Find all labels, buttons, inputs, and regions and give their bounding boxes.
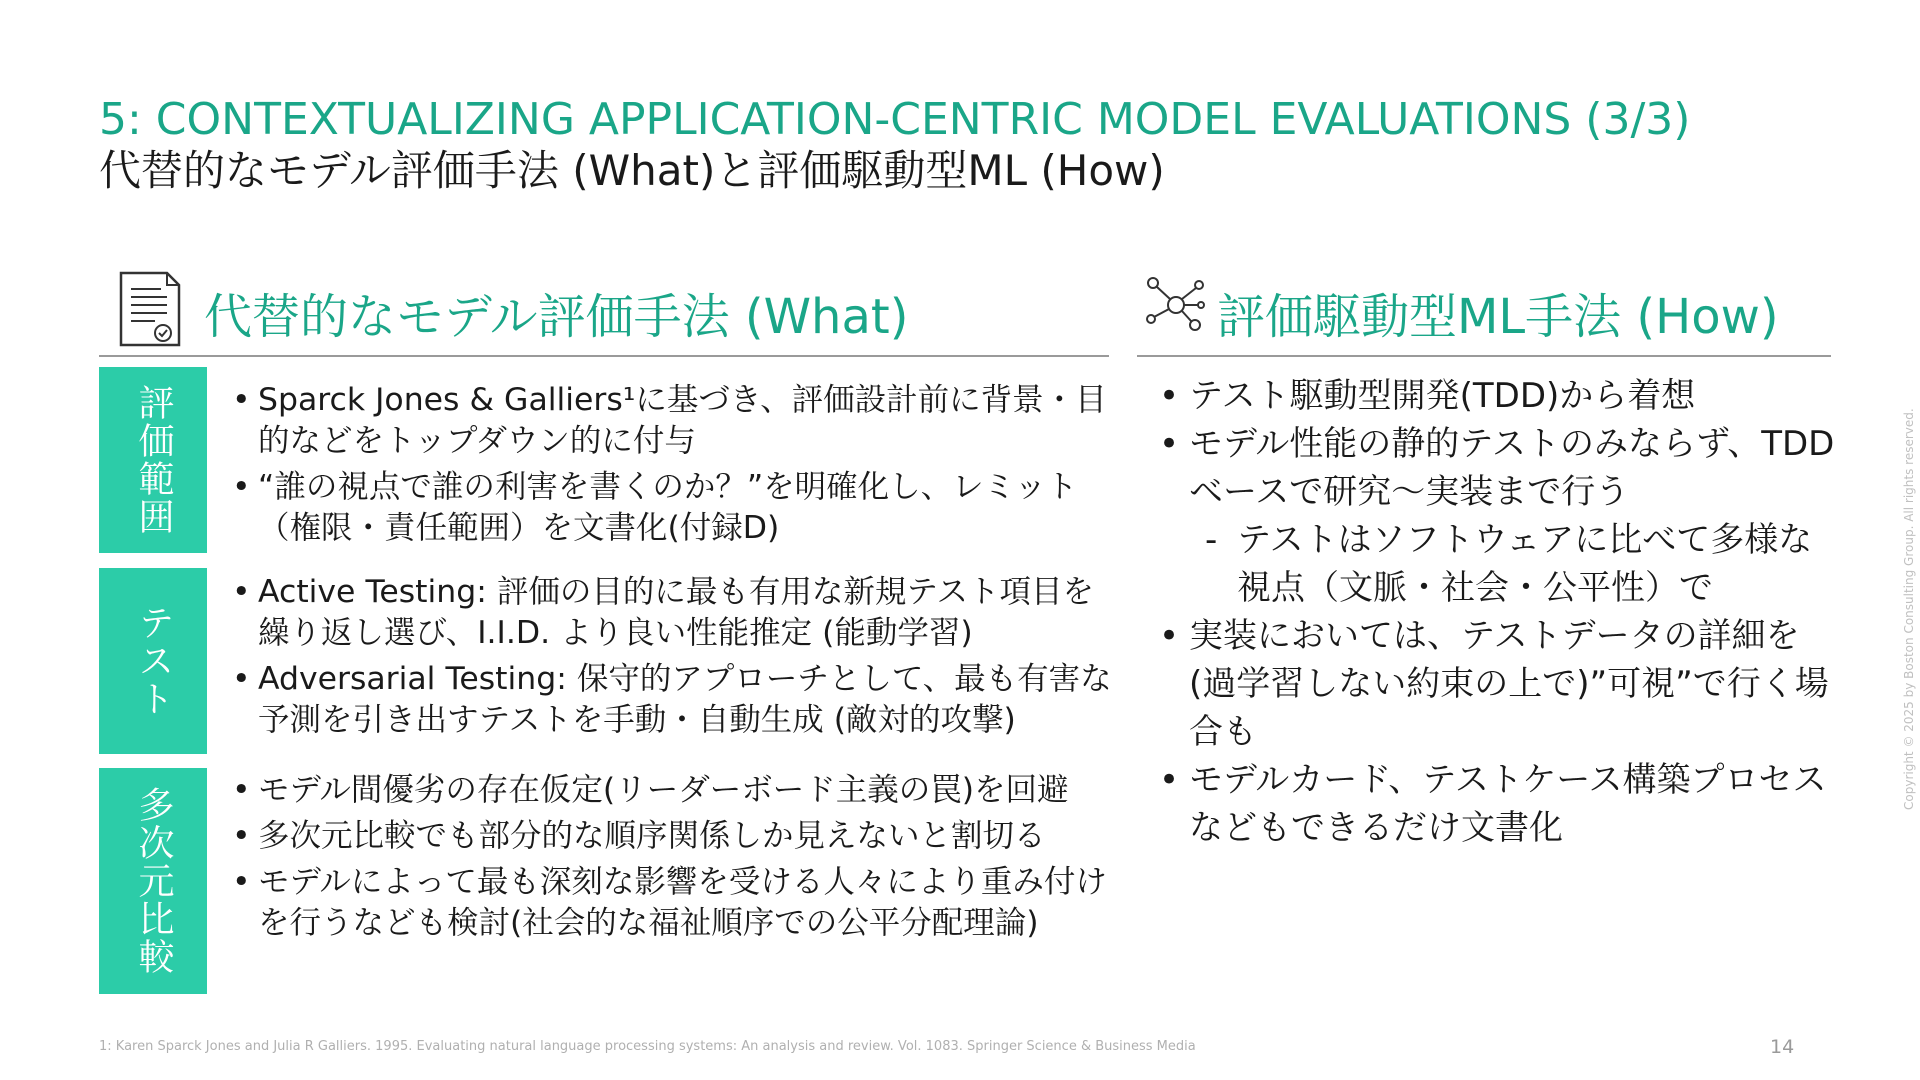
label-testing: テスト — [99, 568, 207, 754]
list-item: • モデル間優劣の存在仮定(リーダーボード主義の罠)を回避 — [232, 770, 1112, 811]
list-item: • モデルによって最も深刻な影響を受ける人々により重み付けを行うなども検討(社会的な福祉順序での公平分配理論) — [232, 862, 1112, 944]
list-subitem: - テストはソフトウェアに比べて多様な視点（文脈・社会・公平性）で — [1157, 516, 1837, 612]
testing-bullets — [232, 572, 1112, 746]
list-item: • Adversarial Testing: 保守的アプローチとして、最も有害な予測を引き出すテストを手動・自動生成 (敵対的攻撃) — [232, 659, 1112, 741]
comparison-bullets — [232, 770, 1112, 949]
label-evaluation-scope: 評価範囲 — [99, 367, 207, 553]
network-icon — [1145, 277, 1207, 333]
label-multidimensional-comparison: 多次元比較 — [99, 768, 207, 994]
page-number: 14 — [1770, 1036, 1795, 1058]
footnote: 1: Karen Sparck Jones and Julia R Galliers. 1995. Evaluating natural language processing systems: An analysis and review. Vol. 1083. Springer Science & Business Media — [99, 1039, 1196, 1054]
slide-title-ja: 代替的なモデル評価手法 (What)と評価駆動型ML (How) — [99, 146, 1165, 195]
list-item: • 多次元比較でも部分的な順序関係しか見えないと割切る — [232, 816, 1112, 857]
list-item: • Active Testing: 評価の目的に最も有用な新規テスト項目を繰り返し選び、I.I.D. より良い性能推定 (能動学習) — [232, 572, 1112, 654]
list-item: • “誰の視点で誰の利害を書くのか？”を明確化し、レミット（権限・責任範囲）を文書化(付録D) — [232, 467, 1112, 549]
left-section-title: 代替的なモデル評価手法 (What) — [204, 289, 909, 345]
list-item: • テスト駆動型開発(TDD)から着想 — [1157, 372, 1837, 420]
list-item: • モデルカード、テストケース構築プロセスなどもできるだけ文書化 — [1157, 756, 1837, 852]
list-item: • モデル性能の静的テストのみならず、TDDベースで研究～実装まで行う — [1157, 420, 1837, 516]
evaluation-scope-bullets — [232, 380, 1112, 554]
right-section-header — [1137, 265, 1831, 357]
list-item: • Sparck Jones & Galliers¹に基づき、評価設計前に背景・目的などをトップダウン的に付与 — [232, 380, 1112, 462]
list-item: • 実装においては、テストデータの詳細を(過学習しない約束の上で)”可視”で行く場合も — [1157, 612, 1837, 756]
document-check-icon — [117, 269, 183, 349]
how-bullets — [1157, 372, 1837, 852]
copyright-notice: Copyright © 2025 by Boston Consulting Group. All rights reserved. — [1902, 408, 1916, 810]
right-section-title: 評価駆動型ML手法 (How) — [1217, 289, 1779, 345]
left-section-header — [99, 265, 1109, 357]
slide-title-en: 5: CONTEXTUALIZING APPLICATION-CENTRIC MODEL EVALUATIONS (3/3) — [99, 94, 1691, 145]
